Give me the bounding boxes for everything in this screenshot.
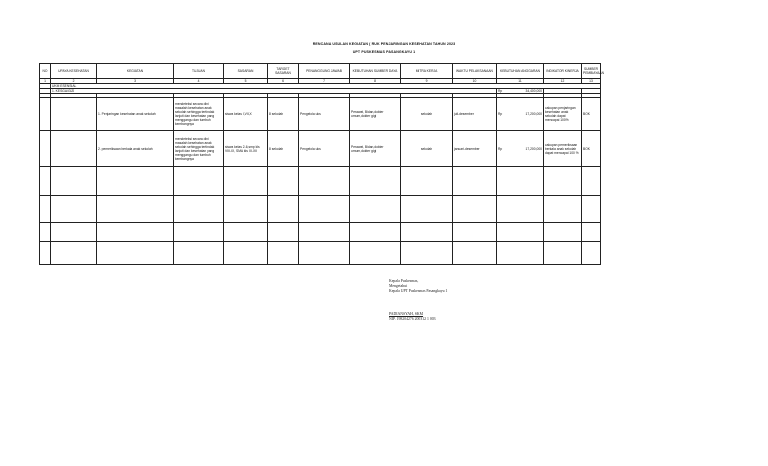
target-cell: 8 sekolah bbox=[268, 98, 299, 131]
col-number: 11 bbox=[497, 79, 544, 84]
col-number: 10 bbox=[453, 79, 497, 84]
subtotal-value: 34,400,000 bbox=[525, 89, 542, 94]
sumber-daya-cell: Perawat, Bidan,dokter umum,dokter gigi bbox=[350, 131, 401, 167]
header-row bbox=[40, 64, 601, 79]
section-label: UKM ESENSIAL bbox=[51, 84, 601, 89]
subtotal-currency: Rp bbox=[498, 89, 503, 94]
target-cell: 8 sekolah bbox=[268, 131, 299, 167]
empty-row bbox=[40, 242, 601, 265]
header-upaya: UPAYA KESEHATAN bbox=[51, 64, 97, 79]
tujuan-cell: mendeteksi secara dini masalah kesehatan anak sekolah sehingga tertindak lanjuti dan kesehatan yang menggangu dan tumbuh kembangnya bbox=[174, 98, 224, 131]
sumber-daya-cell: Perawat, Bidan,dokter umum,dokter gigi bbox=[350, 98, 401, 131]
document-subtitle: UPT PUSKESMAS PASANGKAYU 1 bbox=[352, 50, 416, 54]
anggaran-value: 17,200,000 bbox=[525, 146, 542, 151]
indikator-cell: cakupan penjaringan kesehatan anak sekolah dapat mencapai 100% bbox=[544, 98, 582, 131]
anggaran-cell bbox=[497, 131, 544, 167]
col-number: 5 bbox=[224, 79, 268, 84]
sumber-cell: BOK bbox=[582, 98, 601, 131]
empty-row bbox=[40, 223, 601, 242]
waktu-cell: januari-desember bbox=[453, 131, 497, 167]
indikator-cell: cakupan pemeriksaan berkala anak sekolah dapat mencapai 100 % bbox=[544, 131, 582, 167]
anggaran-currency: Rp bbox=[498, 112, 503, 117]
mitra-cell: sekolah bbox=[401, 98, 453, 131]
kegiatan-cell: 1. Penjaringan kesehatan anak sekolah bbox=[97, 98, 174, 131]
col-number: 4 bbox=[174, 79, 224, 84]
col-number: 12 bbox=[544, 79, 582, 84]
col-number: 3 bbox=[97, 79, 174, 84]
header-anggaran: KEBUTUHAN ANGGARAN bbox=[497, 64, 544, 79]
header-sumber-daya: KEBUTUHAN SUMBER DAYA bbox=[350, 64, 401, 79]
col-number: 13 bbox=[582, 79, 601, 84]
header-no: NO bbox=[40, 64, 51, 79]
header-sasaran: SASARAN bbox=[224, 64, 268, 79]
pj-cell: Pengelola uks bbox=[299, 98, 350, 131]
header-tujuan: TUJUAN bbox=[174, 64, 224, 79]
col-number: 2 bbox=[51, 79, 97, 84]
header-mitra: MITRA KERJA bbox=[401, 64, 453, 79]
col-number: 9 bbox=[401, 79, 453, 84]
signature-block bbox=[389, 279, 447, 294]
header-pj: PENANGGUNG JAWAB bbox=[299, 64, 350, 79]
col-number: 6 bbox=[268, 79, 299, 84]
table-row bbox=[40, 131, 601, 167]
anggaran-currency: Rp bbox=[498, 146, 503, 151]
ruk-table bbox=[39, 63, 604, 265]
sumber-cell: BOK bbox=[582, 131, 601, 167]
signatory-name: PADIANSYAH, SKM bbox=[389, 312, 424, 316]
empty-row bbox=[40, 167, 601, 196]
table-row bbox=[40, 98, 601, 131]
signatory-block bbox=[389, 312, 436, 322]
anggaran-value: 17,200,000 bbox=[525, 112, 542, 117]
sasaran-cell: siswa kelas 2-6,smp kls VIII-IX, SMA kls XI-XII bbox=[224, 131, 268, 167]
tujuan-cell: mendeteksi secara dini masalah kesehatan anak sekolah sehingga tertindak lanjuti dan kesehatan yang menggangu dan tumbuh kembangnya bbox=[174, 131, 224, 167]
col-number: 8 bbox=[350, 79, 401, 84]
header-waktu: WAKTU PELAKSANAAN bbox=[453, 64, 497, 79]
signature-line: Kepala Puskesmas, bbox=[389, 279, 419, 283]
sasaran-cell: siswa kelas I,VII,X bbox=[224, 98, 268, 131]
header-target: TARGET SASARAN bbox=[268, 64, 299, 79]
mitra-cell: sekolah bbox=[401, 131, 453, 167]
anggaran-cell bbox=[497, 98, 544, 131]
col-number: 7 bbox=[299, 79, 350, 84]
header-kegiatan: KEGIATAN bbox=[97, 64, 174, 79]
col-number: 1 bbox=[40, 79, 51, 84]
pj-cell: Pengelola uks bbox=[299, 131, 350, 167]
signature-line: Kepala UPT Puskesmas Pasangkayu 1 bbox=[389, 289, 448, 293]
document-title: RENCANA USULAN KEGIATAN ( RUK PENJARINGAN KESEHATAN TAHUN 2023 bbox=[312, 42, 456, 46]
header-sumber: SUMBER PEMBIAYAAN bbox=[582, 64, 601, 79]
header-indikator: INDIKATOR KINERJA bbox=[544, 64, 582, 79]
signature-line: Mengetahui bbox=[389, 284, 408, 288]
empty-row bbox=[40, 196, 601, 223]
sub-section-label: 1. KESGA/GIZI bbox=[51, 89, 497, 94]
kegiatan-cell: 2. pemeriksaan berkala anak sekolah bbox=[97, 131, 174, 167]
signatory-nip: NIP. 198204276 200312 1 003 bbox=[389, 317, 436, 321]
waktu-cell: juli-desember bbox=[453, 98, 497, 131]
